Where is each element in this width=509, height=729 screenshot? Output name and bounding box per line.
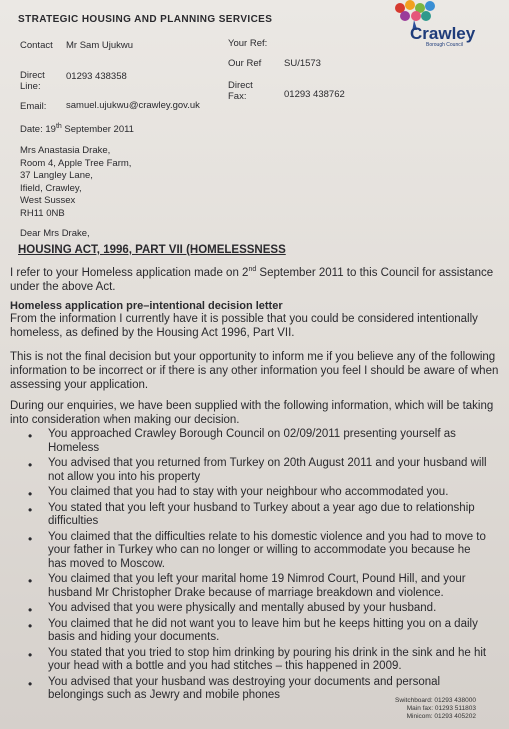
address-line: Ifield, Crawley, bbox=[20, 182, 82, 194]
email-value: samuel.ujukwu@crawley.gov.uk bbox=[66, 100, 200, 111]
contact-value: Mr Sam Ujukwu bbox=[66, 40, 134, 51]
direct-fax-label-1: Direct bbox=[228, 80, 253, 91]
address-line: RH11 0NB bbox=[20, 207, 65, 219]
logo-word: Crawley bbox=[410, 24, 476, 43]
date-rest: September 2011 bbox=[64, 124, 134, 136]
main-fax-line: Main fax: 01293 511803 bbox=[406, 705, 476, 712]
intro-superscript: nd bbox=[248, 266, 257, 273]
direct-line-label-1: Direct bbox=[20, 70, 45, 81]
list-item: • You advised that your husband was destroying your documents and personal belongings such as Jewry and mobile phones bbox=[22, 676, 492, 703]
crawley-logo bbox=[380, 0, 490, 52]
address-line: 37 Langley Lane, bbox=[20, 170, 93, 181]
salutation: Dear Mrs Drake, bbox=[20, 228, 90, 239]
intro-text-1: I refer to your Homeless application made on 2 bbox=[10, 266, 249, 279]
recipient-address bbox=[20, 145, 131, 220]
finding-paragraph: From the information I currently have it is possible that you could be considered intentionally homeless, as defined by the Housing Act 1996, Part VII. bbox=[10, 313, 478, 339]
direct-fax-label-2: Fax: bbox=[228, 91, 247, 102]
minicom-line: Minicom: 01293 405202 bbox=[406, 713, 476, 720]
email-label: Email: bbox=[20, 101, 47, 112]
our-ref-label: Our Ref bbox=[228, 58, 262, 69]
our-ref-value: SU/1573 bbox=[284, 58, 321, 69]
address-line: West Sussex bbox=[20, 195, 76, 206]
intro-text-2: September 2011 to this Council for assistance under the above Act. bbox=[10, 266, 494, 293]
list-item: • You claimed that you had to stay with your neighbour who accommodated you. bbox=[22, 486, 492, 500]
list-item: • You claimed that he did not want you to leave him but he keeps hitting you on a daily basis and hiding your documents. bbox=[22, 618, 492, 645]
not-final-paragraph: This is not the final decision but your opportunity to inform me if you believe any of the following information to be incorrect or if there is any other information you feel I should be aware of when assessing your application. bbox=[10, 351, 499, 391]
date-label: Date: bbox=[20, 124, 43, 136]
list-item: • You stated that you tried to stop him drinking by pouring his drink in the sink and he hit your head with a bottle and you had stitches – this happened in 2009. bbox=[22, 647, 492, 674]
enquiries-paragraph: During our enquiries, we have been supplied with the following information, which will be taking into consideration when making our decision. bbox=[10, 400, 494, 426]
list-item: • You advised that you were physically and mentally abused by your husband. bbox=[22, 602, 492, 616]
list-item: • You approached Crawley Borough Council on 02/09/2011 presenting yourself as Homeless bbox=[22, 428, 492, 455]
list-item: • You advised that you returned from Turkey on 20th August 2011 and your husband will not allow you into his property bbox=[22, 457, 492, 484]
date-suffix: th bbox=[55, 123, 62, 130]
direct-fax-value: 01293 438762 bbox=[284, 89, 345, 100]
information-list bbox=[22, 428, 492, 705]
address-line: Room 4, Apple Tree Farm, bbox=[20, 157, 132, 169]
list-item: • You claimed that you left your marital home 19 Nimrod Court, Pound Hill, and your husband Mr Christopher Drake because of marriage breakdown and violence. bbox=[22, 573, 492, 600]
department-name: STRATEGIC HOUSING AND PLANNING SERVICES bbox=[18, 14, 273, 25]
direct-line-label-2: Line: bbox=[20, 81, 41, 92]
logo-subtitle: Borough Council bbox=[426, 42, 463, 48]
your-ref-label: Your Ref: bbox=[228, 38, 268, 49]
letter-date bbox=[20, 123, 134, 135]
contact-label: Contact bbox=[20, 40, 53, 51]
letter-heading: HOUSING ACT, 1996, PART VII (HOMELESSNESS bbox=[18, 244, 286, 256]
list-item: • You stated that you left your husband to Turkey about a year ago due to relationship difficulties bbox=[22, 502, 492, 529]
list-item: • You claimed that the difficulties relate to his domestic violence and you had to move to your father in Turkey who can no longer or willing to accommodate you because he has moved to Moscow. bbox=[22, 531, 492, 572]
switchboard-line: Switchboard: 01293 438000 bbox=[395, 697, 476, 704]
decision-subheading: Homeless application pre–intentional decision letter bbox=[10, 300, 283, 312]
address-line: Mrs Anastasia Drake, bbox=[20, 145, 111, 156]
date-day: 19 bbox=[45, 124, 56, 136]
intro-paragraph bbox=[10, 263, 500, 294]
direct-line-value: 01293 438358 bbox=[66, 71, 127, 82]
switchboard-numbers bbox=[366, 697, 476, 721]
